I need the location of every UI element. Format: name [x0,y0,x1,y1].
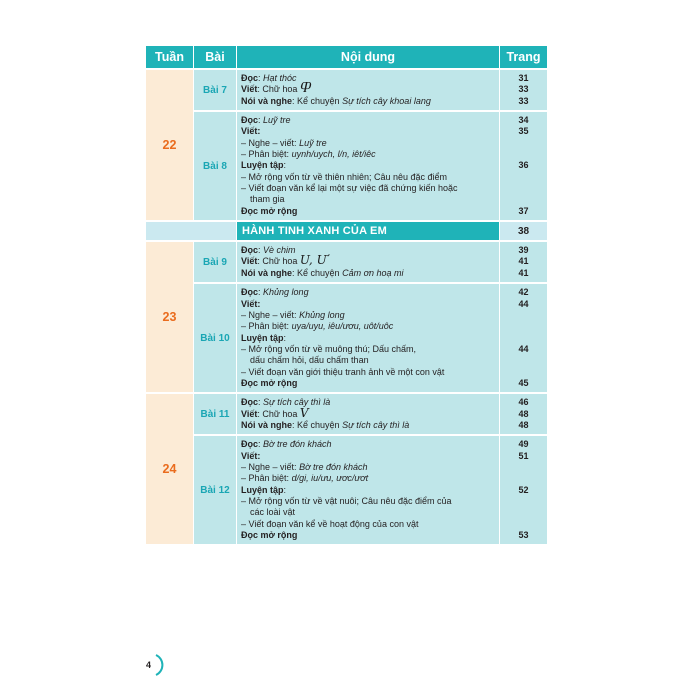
lesson-11: Bài 11 [194,394,236,434]
lesson-7-content: Đọc: Hạt thóc Viết: Chữ hoa Ⴔ Nói và nghe: Kể chuyện Sự tích cây khoai lang [237,70,499,110]
lesson-7-pages: 31 33 33 [500,70,547,110]
lesson-10-content: Đọc: Khủng long Viết: – Nghe – viết: Khủng long – Phân biệt: uya/uyu, iêu/ươu, uôt/uôc Luyện tập: – Mở rộng vốn từ về muông thú; Dấu chấm, dấu chấm hỏi, dấu chấm than – Viết đoạn văn giới thiệu tranh ảnh về một con vật Đọc mở rộng [237,284,499,392]
week-24: 24 [146,394,193,544]
page-number-badge [142,652,172,678]
table-of-contents [146,46,548,544]
lesson-10: Bài 10 [194,284,236,392]
theme-page: 38 [500,222,547,240]
lesson-7: Bài 7 [194,70,236,110]
lesson-8: Bài 8 [194,112,236,220]
week-22: 22 [146,70,193,220]
lesson-11-content: Đọc: Sự tích cây thì là Viết: Chữ hoa V Nói và nghe: Kể chuyện Sự tích cây thì là [237,394,499,434]
lesson-9-pages: 39 41 41 [500,242,547,282]
lesson-9-content: Đọc: Vè chim Viết: Chữ hoa U, Ư Nói và nghe: Kể chuyện Cảm ơn hoạ mi [237,242,499,282]
lesson-12-pages: 49 51 52 53 [500,436,547,544]
lesson-8-content: Đọc: Luỹ tre Viết: – Nghe – viết: Luỹ tre – Phân biệt: uynh/uych, l/n, iêt/iêc Luyện tập: – Mở rộng vốn từ về thiên nhiên; Câu nêu đặc điểm – Viết đoạn văn kể lại một sự việc đã chứng kiến hoặc tham gia Đọc mở rộng [237,112,499,220]
header-lesson: Bài [194,46,236,68]
theme-title: HÀNH TINH XANH CỦA EM [237,222,499,240]
lesson-11-pages: 46 48 48 [500,394,547,434]
header-page: Trang [500,46,547,68]
header-week: Tuần [146,46,193,68]
lesson-8-pages: 34 35 36 37 [500,112,547,220]
lesson-9: Bài 9 [194,242,236,282]
header-content: Nội dung [237,46,499,68]
page-number: 4 [146,660,152,670]
lesson-12: Bài 12 [194,436,236,544]
lesson-10-pages: 42 44 44 45 [500,284,547,392]
week-23: 23 [146,242,193,392]
lesson-12-content: Đọc: Bờ tre đón khách Viết: – Nghe – viết: Bờ tre đón khách – Phân biệt: d/gi, iu/ưu, ươc/ươt Luyện tập: – Mở rộng vốn từ về vật nuôi; Câu nêu đặc điểm của các loài vật – Viết đoạn văn kể về hoạt động của con vật Đọc mở rộng [237,436,499,544]
theme-blank [146,222,236,240]
